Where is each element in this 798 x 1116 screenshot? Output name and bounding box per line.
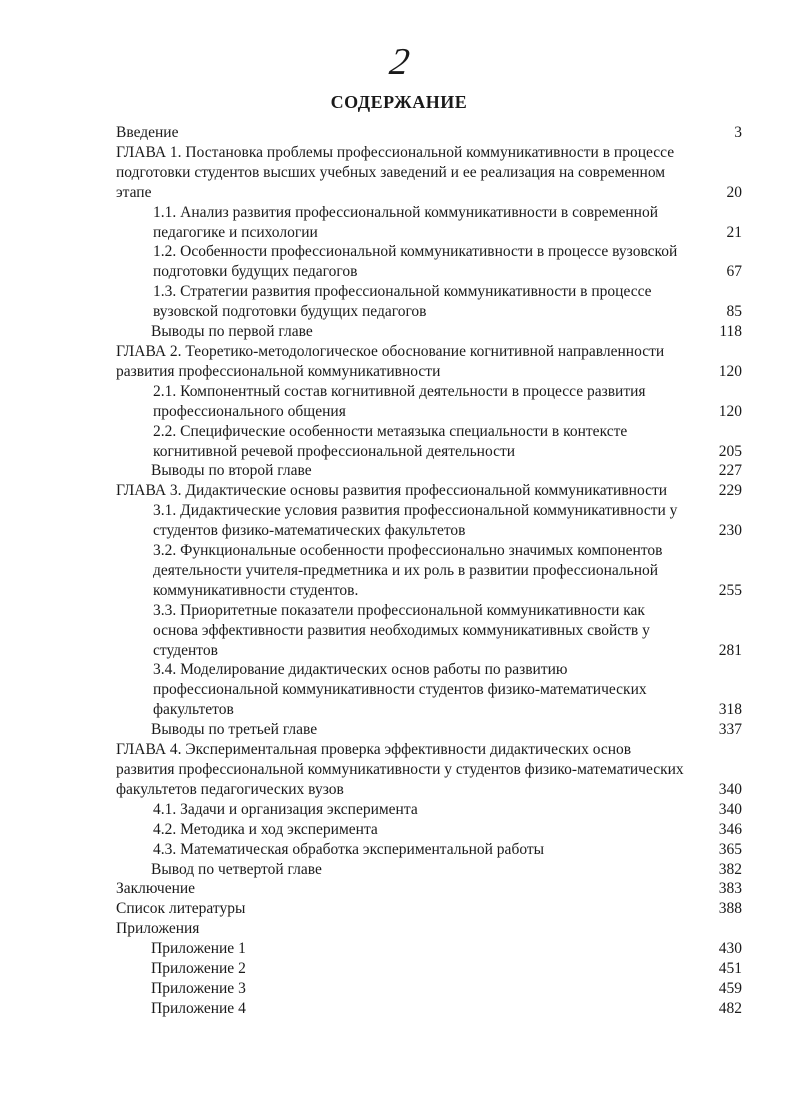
toc-entry[interactable] — [116, 601, 742, 661]
toc-entry-text: Приложение 3 — [151, 979, 246, 997]
toc-entry-text: 2.1. Компонентный состав когнитивной деятельности в процессе развития профессионального общения — [153, 382, 646, 420]
toc-entry-page: 318 — [718, 701, 742, 719]
toc-entry[interactable] — [116, 203, 742, 243]
toc-entry-page: 255 — [718, 581, 742, 599]
toc-entry-page: 227 — [718, 462, 742, 480]
toc-entry-page: 67 — [726, 263, 742, 281]
page-number-handwritten: 2 — [387, 41, 414, 83]
toc-entry[interactable] — [116, 461, 742, 481]
toc-entry[interactable] — [116, 999, 742, 1019]
toc-entry-text: 3.3. Приоритетные показатели профессиональной коммуникативности как основа эффективности развития необходимых коммуникативных свойств у студентов — [153, 601, 650, 659]
toc-entry-page: 459 — [718, 979, 742, 997]
toc-entry[interactable] — [116, 123, 742, 143]
toc-entry-page: 388 — [718, 900, 742, 918]
table-of-contents — [116, 123, 742, 1019]
toc-entry-page: 430 — [718, 940, 742, 958]
toc-entry-text: Введение — [116, 124, 179, 141]
toc-entry[interactable] — [116, 979, 742, 999]
toc-entry-text: 2.2. Специфические особенности метаязыка специальности в контексте когнитивной речевой профессиональной деятельности — [153, 422, 628, 460]
page-title: СОДЕРЖАНИЕ — [330, 92, 468, 112]
toc-entry-text: Выводы по первой главе — [151, 323, 313, 341]
toc-entry-text: 4.3. Математическая обработка экспериментальной работы — [153, 840, 545, 858]
toc-entry[interactable] — [116, 322, 742, 342]
toc-entry-page: 85 — [726, 303, 742, 321]
toc-entry[interactable] — [116, 740, 742, 800]
toc-entry[interactable] — [116, 342, 742, 382]
toc-entry-text: Вывод по четвертой главе — [151, 860, 322, 878]
toc-entry-page: 205 — [718, 442, 742, 460]
toc-entry[interactable] — [116, 879, 742, 899]
toc-entry-page: 118 — [719, 323, 742, 341]
toc-entry-page: 120 — [718, 362, 742, 380]
toc-entry-page: 21 — [726, 223, 742, 241]
toc-entry-page: 120 — [718, 402, 742, 420]
toc-entry-page: 340 — [718, 800, 742, 818]
toc-entry-page: 230 — [718, 522, 742, 540]
toc-entry[interactable] — [116, 899, 742, 919]
toc-entry-text: 1.2. Особенности профессиональной коммуникативности в процессе вузовской подготовки будущих педагогов — [153, 243, 678, 281]
toc-entry-page: 383 — [718, 880, 742, 898]
toc-entry[interactable] — [116, 820, 742, 840]
toc-entry[interactable] — [116, 422, 742, 462]
toc-entry[interactable] — [116, 660, 742, 720]
toc-entry-page: 229 — [718, 482, 742, 500]
toc-entry[interactable] — [116, 382, 742, 422]
toc-entry[interactable] — [116, 501, 742, 541]
toc-entry[interactable] — [116, 959, 742, 979]
toc-entry-text: ГЛАВА 3. Дидактические основы развития профессиональной коммуникативности — [116, 482, 668, 500]
toc-entry-page: 382 — [718, 860, 742, 878]
toc-entry[interactable] — [116, 481, 742, 501]
toc-entry-text: ГЛАВА 1. Постановка проблемы профессиональной коммуникативности в процессе подготовки студентов высших учебных заведений и ее реализация на современном этапе — [116, 143, 675, 201]
toc-entry[interactable] — [116, 939, 742, 959]
toc-entry-text: 4.1. Задачи и организация эксперимента — [153, 800, 418, 818]
toc-entry-page: 281 — [718, 641, 742, 659]
toc-entry-page: 365 — [718, 840, 742, 858]
toc-entry[interactable] — [116, 242, 742, 282]
toc-entry-text: Приложение 1 — [151, 940, 246, 958]
toc-entry-text: 3.2. Функциональные особенности профессионально значимых компонентов деятельности учителя-предметника и их роль в развитии профессиональной коммуникативности студентов. — [153, 542, 663, 599]
toc-entry-text: Заключение — [116, 880, 196, 898]
toc-entry[interactable] — [116, 919, 742, 939]
toc-entry-text: 3.4. Моделирование дидактических основ работы по развитию профессиональной коммуникативности студентов физико-математических факультетов — [153, 661, 647, 719]
toc-entry[interactable] — [116, 143, 742, 203]
toc-entry-page: 340 — [718, 780, 742, 798]
toc-entry-text: Список литературы — [116, 900, 246, 918]
toc-entry-text: Приложения — [116, 920, 200, 938]
toc-entry-page: 20 — [726, 183, 742, 201]
toc-entry-text: 3.1. Дидактические условия развития профессиональной коммуникативности у студентов физико-математических факультетов — [153, 502, 678, 540]
toc-entry-page: 451 — [718, 960, 742, 978]
toc-entry[interactable] — [116, 541, 742, 601]
toc-entry-text: 4.2. Методика и ход эксперимента — [153, 820, 378, 838]
toc-entry-text: 1.1. Анализ развития профессиональной коммуникативности в современной педагогике и психологии — [153, 203, 658, 241]
toc-entry-text: ГЛАВА 4. Экспериментальная проверка эффективности дидактических основ развития профессиональной коммуникативности у студентов физико-математических факультетов педагогических вузов — [116, 741, 684, 798]
toc-entry-text: 1.3. Стратегии развития профессиональной коммуникативности в процессе вузовской подготовки будущих педагогов — [153, 283, 652, 321]
toc-entry-page: 482 — [718, 999, 742, 1017]
toc-entry-page: 346 — [718, 820, 742, 838]
toc-entry[interactable] — [116, 840, 742, 860]
toc-entry[interactable] — [116, 860, 742, 880]
toc-entry[interactable] — [116, 282, 742, 322]
toc-entry-text: Приложение 4 — [151, 999, 246, 1017]
toc-entry-text: Приложение 2 — [151, 960, 246, 978]
toc-entry-text: Выводы по третьей главе — [151, 721, 318, 739]
toc-entry-page: 337 — [718, 721, 742, 739]
toc-entry-page: 3 — [734, 124, 742, 141]
toc-entry-text: Выводы по второй главе — [151, 462, 312, 480]
toc-entry[interactable] — [116, 800, 742, 820]
toc-entry-text: ГЛАВА 2. Теоретико-методологическое обоснование когнитивной направленности развития профессиональной коммуникативности — [116, 342, 665, 380]
toc-entry[interactable] — [116, 720, 742, 740]
